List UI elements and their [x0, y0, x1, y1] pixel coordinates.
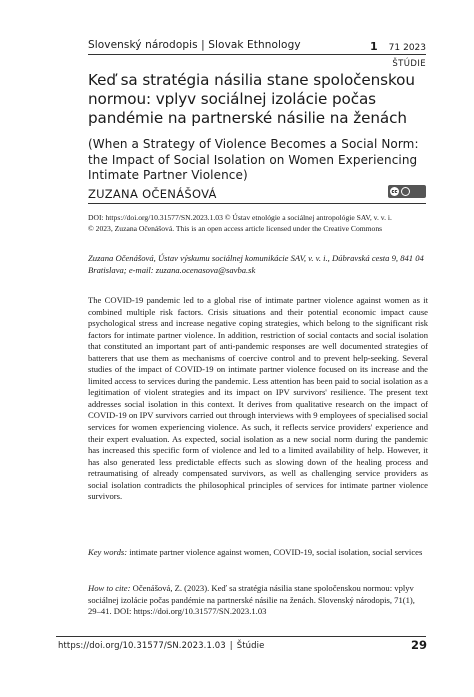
journal-separator: |	[201, 39, 205, 51]
journal-title-sk: Slovenský národopis	[88, 39, 198, 51]
cite-label: How to cite:	[88, 583, 131, 593]
header-divider	[88, 54, 426, 55]
footer-separator: |	[229, 641, 233, 651]
issue-info	[370, 40, 426, 53]
attribution-icon	[401, 187, 410, 196]
journal-title-en: Slovak Ethnology	[208, 39, 301, 51]
doi-block	[88, 212, 428, 234]
article-title: Keď sa stratégia násilia stane spoločenskou normou: vplyv sociálnej izolácie počas pandémie na partnerské násilie na ženách	[88, 71, 415, 127]
doi-line: DOI: https://doi.org/10.31577/SN.2023.1.03 © Ústav etnológie a sociálnej antropológie SAV, v. v. i.	[88, 213, 392, 222]
journal-name	[88, 39, 301, 51]
page-number: 29	[410, 638, 427, 652]
volume-number: 71	[388, 43, 401, 53]
footer-doi-link[interactable]: https://doi.org/10.31577/SN.2023.1.03	[58, 641, 226, 651]
footer-section: Štúdie	[236, 641, 265, 651]
footer-divider	[56, 636, 426, 637]
author-divider	[88, 203, 426, 204]
abstract: The COVID-19 pandemic led to a global rise of intimate partner violence against women as it combined multiple risk factors. Crisis situations and their potential economic impact cause psychological stress and increase negative coping strategies, which belong to the significant risk factors for intimate partner violence. In addition, restriction of social contacts and social isolation that constituted an important part of anti-pandemic responses are well documented strategies of batterers that use them as mechanisms of coercive control and to prevent help-seeking. Several studies of the impact of COVID-19 on intimate partner violence focused on its increase and the limited access to services during the pandemic. Less attention has been paid to social isolation as a legitimation of violent strategies and its impact on IPV survivors' resilience. The present text addresses social isolation in this context. It derives from qualitative research on the impact of COVID-19 on IPV survivors carried out through interviews with 9 employees of specialised social services for women experiencing violence. As such, it reflects service providers' experience and their expert evaluation. As expected, social isolation as a new social norm during the pandemic has increased this specific form of violence and led to a limited availability of help. However, it has also generated less predictable effects such as slowing down of the healing process and retraumatising of already compensated survivors, as well as challenging service providers as social isolation contradicts the philosophical principles of services for intimate partner violence survivors.	[88, 295, 428, 502]
footer	[58, 641, 264, 651]
cc-icon: cc	[391, 188, 398, 195]
cc-license-badge[interactable]	[388, 185, 426, 198]
how-to-cite	[88, 583, 428, 618]
author-name: ZUZANA OČENÁŠOVÁ	[88, 187, 217, 201]
issue-year: 2023	[403, 43, 426, 53]
issue-number: 1	[369, 40, 378, 53]
keywords	[88, 547, 428, 559]
copyright-line: © 2023, Zuzana Očenášová. This is an open access article licensed under the Creative Commons	[88, 224, 383, 234]
author-affiliation: Zuzana Očenášová, Ústav výskumu sociálnej komunikácie SAV, v. v. i., Dúbravská cesta 9, 841 04 Bratislava; e-mail: zuzana.ocenasova@savba.sk	[88, 253, 424, 275]
article-subtitle: (When a Strategy of Violence Becomes a Social Norm: the Impact of Social Isolation on Women Experiencing Intimate Partner Violence)	[88, 137, 419, 182]
keywords-label: Key words:	[88, 547, 128, 557]
keywords-text: intimate partner violence against women, COVID-19, social isolation, social services	[129, 547, 423, 557]
section-label: ŠTÚDIE	[392, 59, 426, 69]
cite-text: Očenášová, Z. (2023). Keď sa stratégia násilia stane spoločenskou normou: vplyv sociálnej izolácie počas pandémie na partnerské násilie na ženách. Slovenský národopis, 71(1), 29–41. DOI: https://doi.org/10.31577/SN.2023.1.03	[88, 583, 415, 616]
